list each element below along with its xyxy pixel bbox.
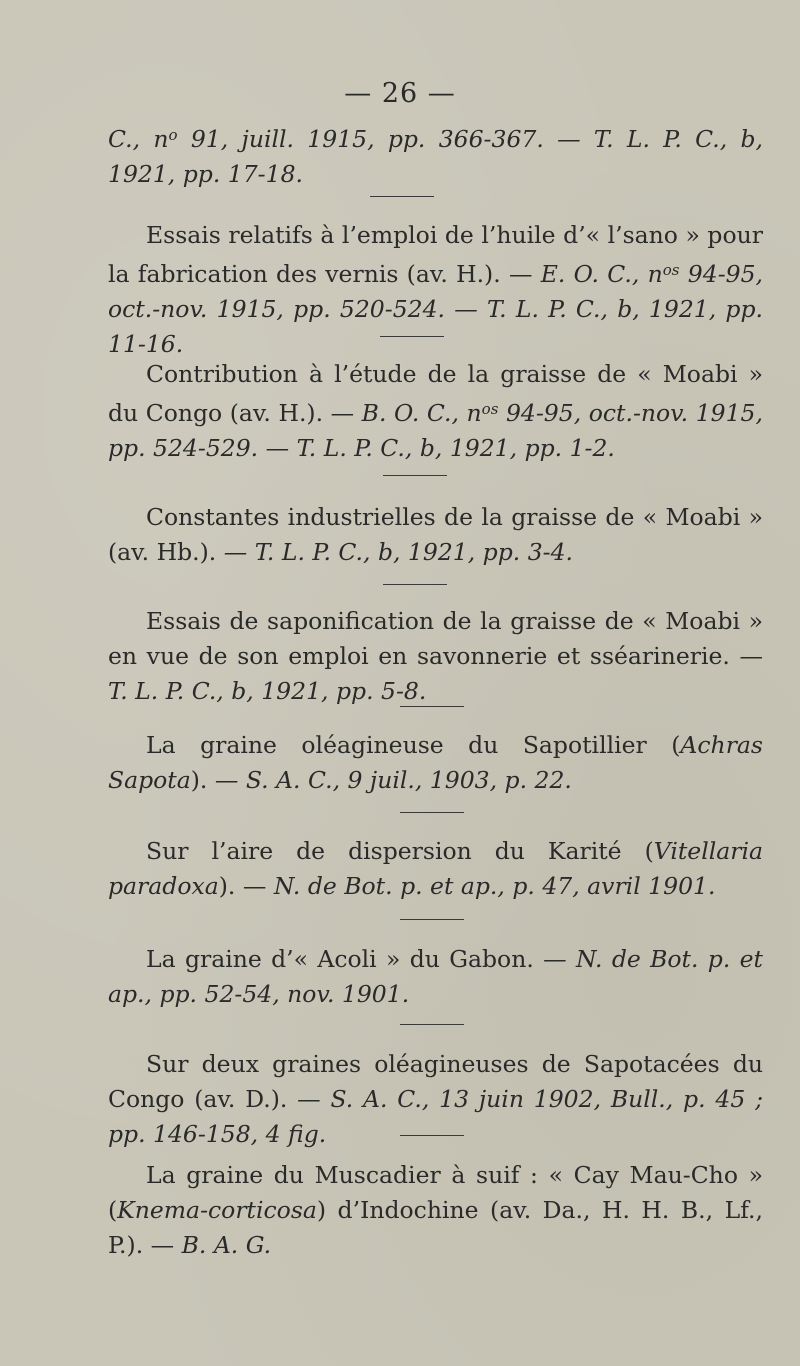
separator-rule [400,1024,464,1025]
entry-reference: T. L. P. C., b, 1921, pp. 5-8. [108,677,427,705]
separator-rule [400,1135,464,1136]
bibliography-entry [108,1158,763,1263]
separator-rule [400,812,464,813]
entry-title: Sur deux graines oléagineuses de Sapotacées du Congo (av. D.). — [108,1050,763,1113]
entry-title: La graine oléagineuse du Sapotillier (Achras Sapota). — [108,731,763,794]
entry-reference: B. O. C., $n^{os}$ 94-95, oct.-nov. 1915, pp. 524-529. — T. L. P. C., b, 1921, pp. 1-2. [108,399,763,462]
bibliography-entry [108,218,763,362]
entry-reference: N. de Bot. p. et ap., pp. 52-54, nov. 1901. [108,945,763,1008]
entry-title: Constantes industrielles de la graisse de « Moabi » (av. Hb.). [108,503,763,566]
entry-reference: E. O. C., $n^{os}$ 94-95, oct.-nov. 1915, pp. 520-524. — T. L. P. C., b, 1921, pp. 11-16. [108,260,764,358]
entry-reference: S. A. C., 9 juil., 1903, p. 22. [245,766,572,794]
bibliography-entry [108,357,763,466]
separator-rule [400,919,464,920]
entry-title: Sur l’aire de dispersion du Karité (Vitellaria paradoxa). — [108,837,763,900]
entry-reference: — T. L. P. C., b, 1921, pp. 3-4. [223,538,574,566]
entry-continuation [108,118,763,192]
entry-reference: B. A. G. [181,1231,272,1259]
separator-rule [370,196,434,197]
entry-title: Essais de saponification de la graisse de « Moabi » en vue de son emploi en savonnerie et sséarinerie. — [108,607,763,670]
separator-rule [400,706,464,707]
entry-title: La graine d’« Acoli » du Gabon. — [146,945,576,973]
separator-rule [380,336,444,337]
bibliography-entry [108,604,763,709]
page-number: — 26 — [344,78,456,109]
separator-rule [383,584,447,585]
separator-rule [383,475,447,476]
bibliography-entry [108,728,763,798]
entry-reference: N. de Bot. p. et ap., p. 47, avril 1901. [273,872,716,900]
entry-title: La graine du Muscadier à suif : « Cay Mau-Cho » (Knema-corticosa) d’Indochine (av. Da., H. H. B., Lf., P.). — [108,1161,763,1259]
bibliography-entry [108,1047,763,1152]
bibliography-entry [108,834,763,904]
entry-title: Essais relatifs à l’emploi de l’huile d’« l’sano » pour la fabrication des vernis (av. H.). — [108,221,763,288]
entry-title: Contribution à l’étude de la graisse de « Moabi » du Congo (av. H.). — [108,360,763,427]
bibliography-entry [108,500,763,570]
entry-reference: S. A. C., 13 juin 1902, Bull., p. 45 ; pp. 146-158, 4 fig. [108,1085,763,1148]
entry-reference: C., $n^o$ 91, juill. 1915, pp. 366-367. — T. L. P. C., b, 1921, pp. 17-18. [108,125,763,188]
bibliography-entry [108,942,763,1012]
